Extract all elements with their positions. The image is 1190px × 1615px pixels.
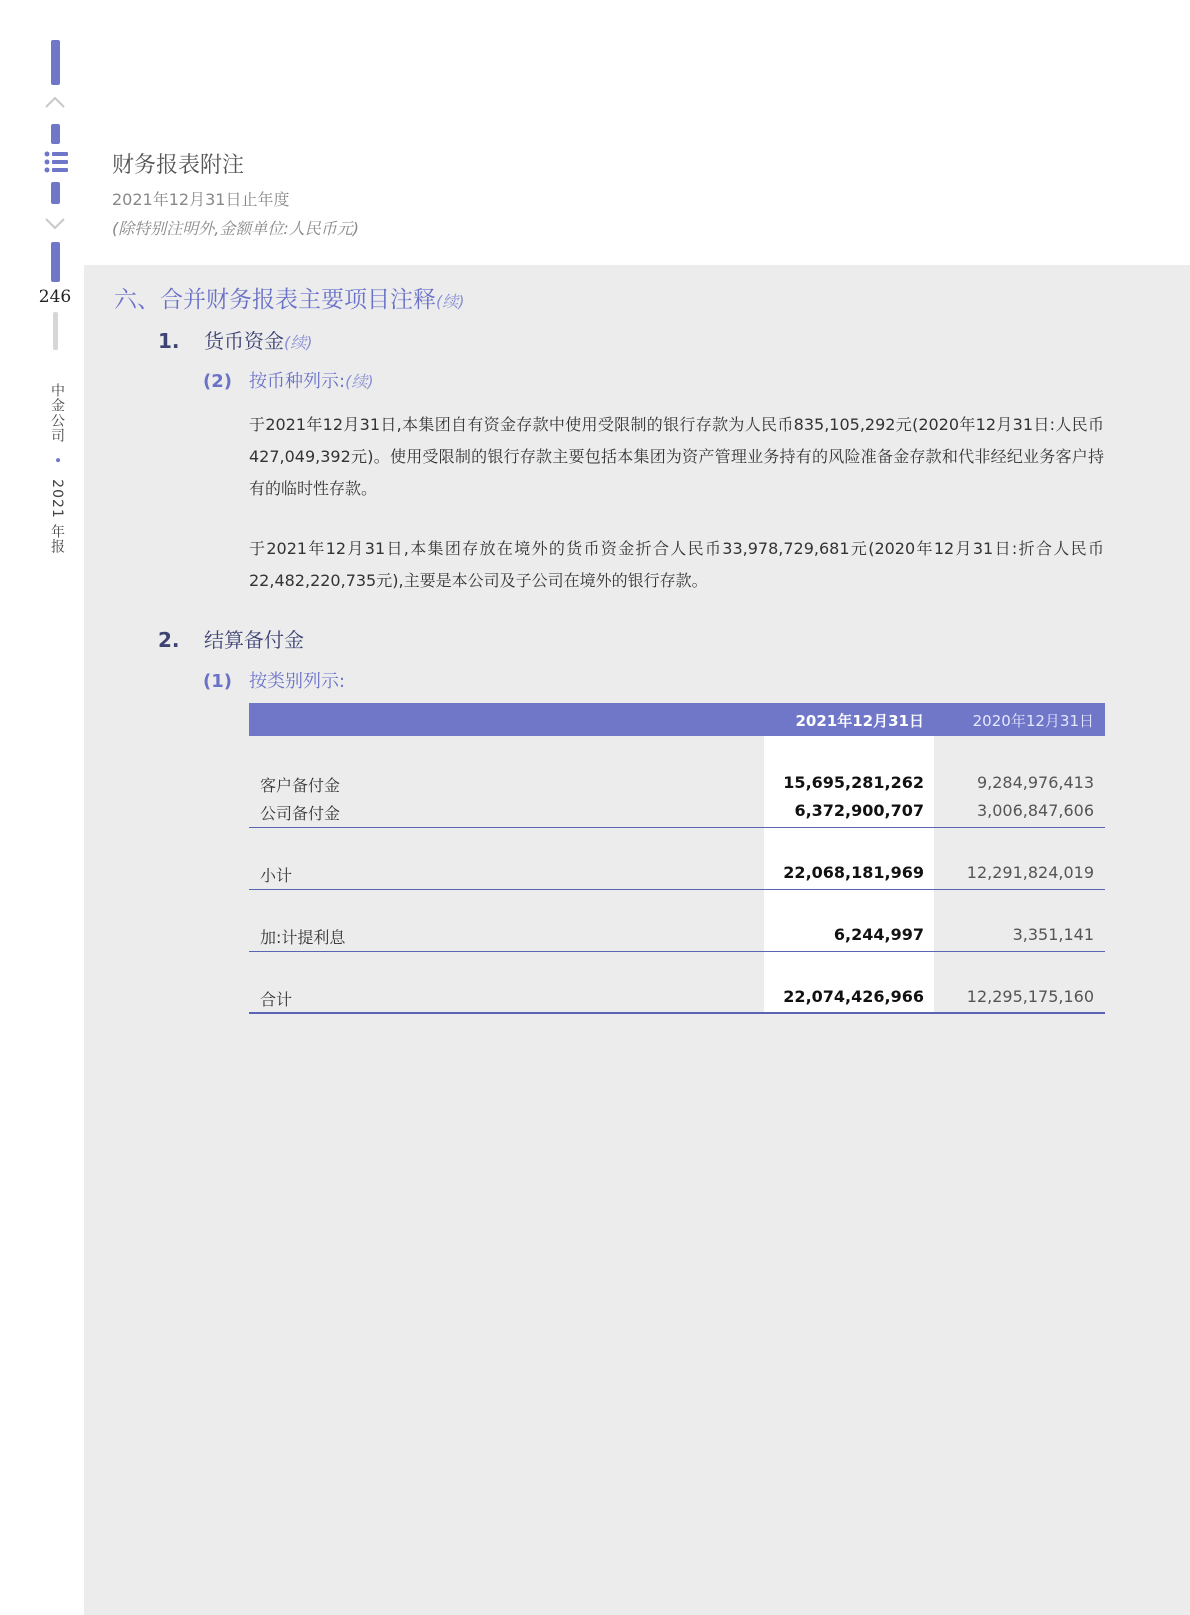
item1-cont: (续) (284, 333, 313, 352)
item2-number: 2. (158, 628, 180, 652)
table-header (249, 703, 1105, 736)
progress-track (53, 312, 58, 350)
page-title: 财务报表附注 (112, 153, 245, 178)
sidebar (0, 0, 84, 1615)
item2-sub-number: (1) (203, 671, 232, 692)
header-2021: 2021年12月31日 (795, 712, 924, 730)
row-label: 小计 (260, 866, 293, 885)
paragraph-restricted-deposits: 于2021年12月31日,本集团自有资金存款中使用受限制的银行存款为人民币835,105,292元(2020年12月31日:人民币427,049,392元)。使用受限制的银行存款主要包括本集团为资产管理业务持有的风险准备金存款和代非经纪业务客户持有的临时性存款。 (249, 415, 1104, 498)
item1-sub-title: 按币种列示: (249, 371, 346, 392)
table-row (249, 801, 1105, 823)
row-divider (249, 827, 1105, 828)
settlement-table (249, 703, 1105, 1013)
chevron-up-icon[interactable] (45, 96, 65, 108)
row-label: 合计 (260, 990, 293, 1009)
item1-sub-number: (2) (203, 371, 232, 392)
table-row (249, 773, 1105, 795)
page-number: 246 (38, 287, 72, 307)
chevron-down-icon[interactable] (45, 218, 65, 230)
row-divider (249, 951, 1105, 952)
nav-bar-segment (51, 242, 60, 282)
table-row (249, 863, 1105, 885)
period-label: 2021年12月31日止年度 (112, 190, 290, 209)
value-2020: 12,291,824,019 (966, 863, 1094, 882)
report-year: 2021 年报 (49, 479, 65, 555)
item2-sub-title: 按类别列示: (249, 671, 346, 692)
nav-bar-segment (51, 182, 60, 204)
company-name: 中金公司 (49, 383, 65, 443)
value-2021: 22,068,181,969 (783, 863, 924, 882)
value-2021: 15,695,281,262 (783, 773, 924, 792)
item2-title: 结算备付金 (204, 628, 304, 652)
value-2020: 3,006,847,606 (976, 801, 1094, 820)
separator-dot: • (49, 456, 65, 466)
paragraph-overseas-funds: 于2021年12月31日,本集团存放在境外的货币资金折合人民币33,978,729,681元(2020年12月31日:折合人民币22,482,220,735元),主要是本公司及子公司在境外的银行存款。 (249, 539, 1104, 590)
value-2020: 12,295,175,160 (966, 987, 1094, 1006)
menu-list-icon[interactable] (44, 151, 68, 173)
item1-sub-heading (203, 367, 374, 393)
value-2020: 3,351,141 (1012, 925, 1094, 944)
value-2021: 6,244,997 (833, 925, 924, 944)
table-row (249, 987, 1105, 1009)
value-2021: 22,074,426,966 (783, 987, 924, 1006)
item1-sub-cont: (续) (345, 372, 374, 391)
item1-number: 1. (158, 329, 180, 353)
row-label: 公司备付金 (260, 804, 341, 823)
row-label: 客户备付金 (260, 776, 341, 795)
value-2020: 9,284,976,413 (976, 773, 1094, 792)
section-cont: (续) (436, 292, 465, 311)
row-divider (249, 889, 1105, 890)
item1-heading (158, 325, 313, 354)
table-row (249, 925, 1105, 947)
section-heading (114, 281, 465, 314)
nav-bar-segment (51, 124, 60, 144)
item1-title: 货币资金 (204, 329, 284, 353)
value-2021: 6,372,900,707 (794, 801, 924, 820)
report-vertical-label (47, 383, 67, 554)
row-label: 加:计提利息 (260, 928, 346, 947)
nav-bar-top (51, 40, 60, 85)
item2-heading (158, 624, 304, 653)
section-title: 六、合并财务报表主要项目注释 (114, 287, 436, 313)
header-2020: 2020年12月31日 (972, 712, 1094, 730)
item2-sub-heading (203, 667, 345, 693)
unit-note: (除特别注明外,金额单位:人民币元) (112, 219, 359, 238)
page-header (112, 148, 359, 239)
total-divider (249, 1012, 1105, 1014)
